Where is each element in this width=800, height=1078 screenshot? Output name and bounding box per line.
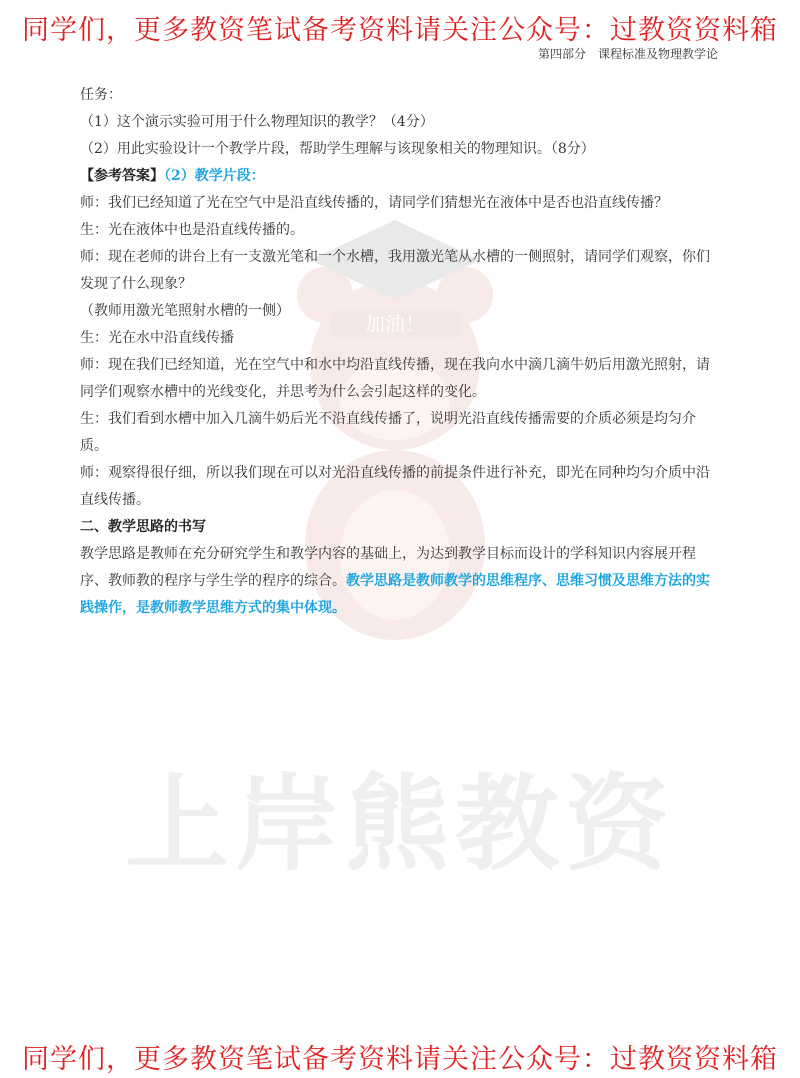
mascot-badge-text: 加油！ <box>365 312 425 336</box>
dialog-line-5: 生：光在水中沿直线传播 <box>80 330 234 346</box>
watermark-text: 上岸熊教资 <box>124 763 675 885</box>
task-item-1: （1）这个演示实验可用于什么物理知识的教学？（4分） <box>80 114 434 130</box>
promo-banner-top: 同学们，更多教资笔试备考资料请关注公众号：过教资资料箱 <box>22 15 778 46</box>
dialog-line-8: 师：观察得很仔细，所以我们现在可以对光沿直线传播的前提条件进行补充，即光在同种均匀介质中沿直线传播。 <box>80 465 710 508</box>
document-body <box>80 82 720 622</box>
dialog-line-2: 生：光在液体中也是沿直线传播的。 <box>80 222 304 238</box>
dialog-line-6: 师：现在我们已经知道，光在空气中和水中均沿直线传播，现在我向水中滴几滴牛奶后用激光照射，请同学们观察水槽中的光线变化，并思考为什么会引起这样的变化。 <box>80 357 710 400</box>
task-item-2: （2）用此实验设计一个教学片段，帮助学生理解与该现象相关的物理知识。（8分） <box>80 141 595 157</box>
dialog-line-1: 师：我们已经知道了光在空气中是沿直线传播的，请同学们猜想光在液体中是否也沿直线传播？ <box>80 195 668 211</box>
answer-label: 【参考答案】 <box>80 168 164 184</box>
section-title: 二、教学思路的书写 <box>80 519 206 535</box>
dialog-line-4: （教师用激光笔照射水槽的一侧） <box>80 303 290 319</box>
answer-subheading: （2）教学片段： <box>164 168 265 184</box>
closing-paragraph <box>80 541 720 622</box>
paragraph-highlight-text: 教学思路是教师教学的思维程序、思维习惯及思维方法的实践操作，是教师教学思维方式的集中体现。 <box>80 573 710 616</box>
paragraph-normal-text: 教学思路是教师在充分研究学生和教学内容的基础上，为达到教学目标而设计的学科知识内容展开程序、教师教的程序与学生学的程序的综合。 <box>80 546 696 589</box>
dialog-line-3: 师：现在老师的讲台上有一支激光笔和一个水槽，我用激光笔从水槽的一侧照射，请同学们观察，你们发现了什么现象？ <box>80 249 710 292</box>
section-header: 第四部分 课程标准及物理教学论 <box>537 47 718 61</box>
promo-banner-bottom: 同学们，更多教资笔试备考资料请关注公众号：过教资资料箱 <box>22 1044 778 1075</box>
answer-heading <box>80 163 720 190</box>
dialog-line-7: 生：我们看到水槽中加入几滴牛奶后光不沿直线传播了，说明光沿直线传播需要的介质必须是均匀介质。 <box>80 411 696 454</box>
task-label: 任务： <box>80 87 122 103</box>
